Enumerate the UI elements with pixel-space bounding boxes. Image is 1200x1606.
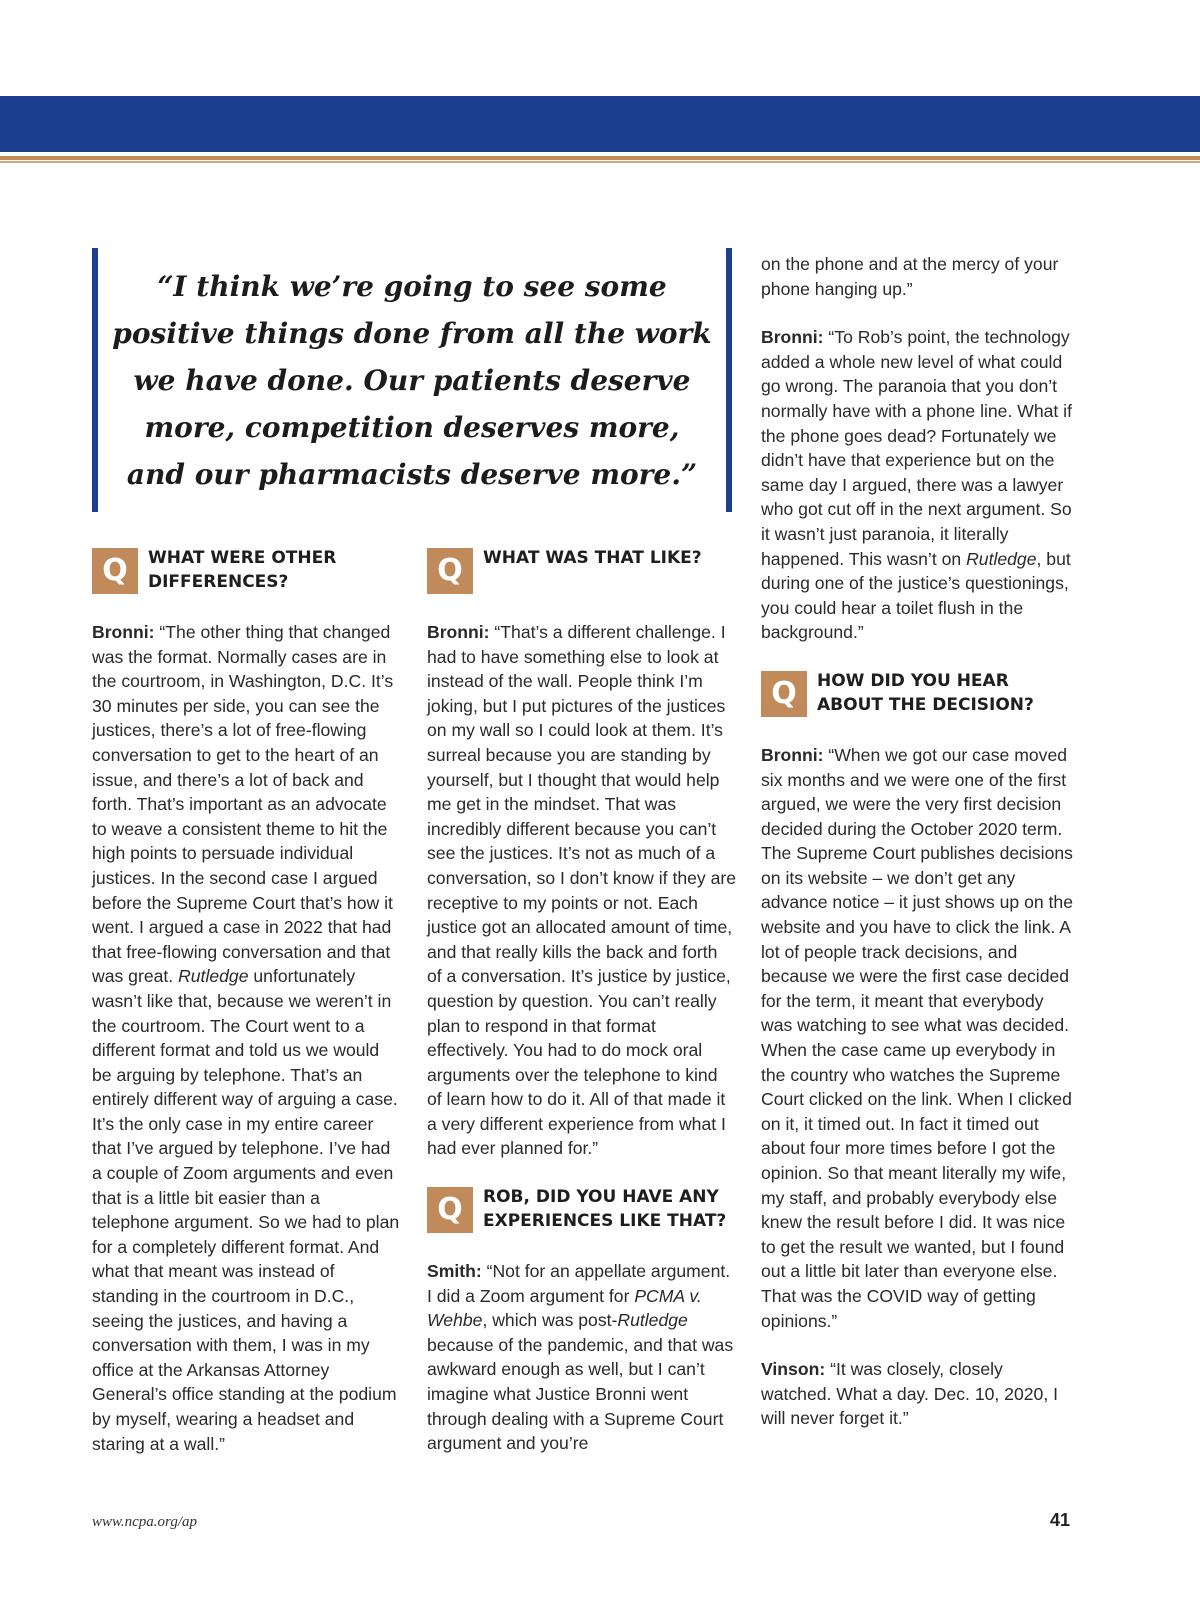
question-text: WHAT WERE OTHER DIFFERENCES? xyxy=(148,548,337,592)
pull-quote-text: “I think we’re going to see some positive things done from all the work we have done. Our patients deserve more, competition deserves more, and our pharmacists deserve more.” xyxy=(112,269,712,491)
speaker-name: Bronni: xyxy=(761,327,824,348)
answer-paragraph: Bronni: “The other thing that changed was the format. Normally cases are in the courtroom, in Washington, D.C. It’s 30 minutes per side, you can see the justices, there’s a lot of free-flowing conversation to get to the heart of an issue, and there’s a lot of back and forth. That’s important as an advocate to weave a consistent theme to hit the high points to persuade individual justices. In the second case I argued before the Supreme Court that’s how it went. I argued a case in 2022 that had that free-flowing conversation and that was great. Rutledge unfortunately wasn’t like that, because we weren’t in the courtroom. The Court went to a different format and told us we would be arguing by telephone. That’s an entirely different way of arguing a case. It’s the only case in my entire career that I’ve argued by telephone. I’ve had a couple of Zoom arguments and even that is a little bit easier than a telephone argument. So we had to plan for a completely different format. And what that meant was instead of standing in the courtroom in D.C., seeing the justices, and having a conversation with them, I was in my office at the Arkansas Attorney General’s office standing at the podium by myself, wearing a headset and staring at a wall.” xyxy=(92,622,400,1454)
header-stripe-thin xyxy=(0,161,1200,163)
question-text: HOW DID YOU HEAR ABOUT THE DECISION? xyxy=(817,670,1034,715)
question-text: WHAT WAS THAT LIKE? xyxy=(483,548,702,568)
q-badge: Q xyxy=(427,1187,473,1233)
q-badge: Q xyxy=(761,671,807,717)
question-text: ROB, DID YOU HAVE ANY EXPERIENCES LIKE THAT? xyxy=(483,1187,727,1232)
answer-paragraph: Bronni: “When we got our case moved six months and we were one of the first argued, we were the very first decision decided during the October 2020 term. The Supreme Court publishes decisions on its website – we don’t get any advance notice – it just shows up on the website and you have to click the link. A lot of people track decisions, and because we were the first case decided for the term, it meant that everybody was watching to see what was decided. When the case came up everybody in the country who watches the Supreme Court clicked on the link. When I clicked on it, it timed out. In fact it timed out about four more times before I got the opinion. So that meant literally my wife, my staff, and probably everybody else knew the result before I did. It was nice to get the result we wanted, but I found out a little bit later than everyone else. That was the COVID way of getting opinions.” xyxy=(761,744,1073,1331)
answer-paragraph: on the phone and at the mercy of your phone hanging up.” xyxy=(761,254,1059,299)
speaker-name: Bronni: xyxy=(427,622,490,642)
page-number: 41 xyxy=(1050,1510,1071,1530)
q-badge: Q xyxy=(92,548,138,594)
answer-paragraph: Bronni: “That’s a different challenge. I had to have something else to look at instead of the wall. People think I’m joking, but I put pictures of the justices on my wall so I could look at them. It’s surreal because you are standing by yourself, but I thought that would help me get in the mindset. That was incredibly different because you can’t see the justices. It’s not as much of a conversation, so I don’t know if they are receptive to my points or not. Each justice got an allocated amount of time, and that really kills the back and forth of a conversation. It’s justice by justice, question by question. You can’t really plan to respond in that format effectively. You had to do mock oral arguments over the telephone to kind of learn how to do it. All of that made it a very different experience from what I had ever planned for.” xyxy=(427,622,737,1159)
column-2 xyxy=(427,546,737,1480)
speaker-name: Bronni: xyxy=(761,744,824,765)
question-heading xyxy=(761,669,1073,717)
speaker-name: Vinson: xyxy=(761,1359,826,1380)
answer-paragraph: Vinson: “It was closely, closely watched. What a day. Dec. 10, 2020, I will never forget it.” xyxy=(761,1359,1058,1429)
answer-paragraph: Bronni: “To Rob’s point, the technology added a whole new level of what could go wrong. The paranoia that you don’t normally have with a phone line. What if the phone goes dead? Fortunately we didn’t have that experience but on the same day I argued, there was a lawyer who got cut off in the next argument. So it wasn’t just paranoia, it literally happened. This wasn’t on Rutledge, but during one of the justice’s questionings, you could hear a toilet flush in the background.” xyxy=(761,327,1072,643)
header-stripe xyxy=(0,156,1200,160)
question-heading xyxy=(92,546,402,594)
header-band xyxy=(0,96,1200,152)
column-1 xyxy=(92,546,402,1480)
question-heading xyxy=(427,546,737,594)
answer-paragraph: Smith: “Not for an appellate argument. I did a Zoom argument for PCMA v. Wehbe, which was post-Rutledge because of the pandemic, and that was awkward enough as well, but I can’t imagine what Justice Bronni went through dealing with a Supreme Court argument and you’re xyxy=(427,1261,734,1454)
column-3 xyxy=(761,252,1073,1455)
footer-url: www.ncpa.org/ap xyxy=(92,1514,198,1530)
q-badge: Q xyxy=(427,548,473,594)
pull-quote xyxy=(92,248,732,512)
speaker-name: Bronni: xyxy=(92,622,155,642)
question-heading xyxy=(427,1185,737,1233)
speaker-name: Smith: xyxy=(427,1261,482,1282)
